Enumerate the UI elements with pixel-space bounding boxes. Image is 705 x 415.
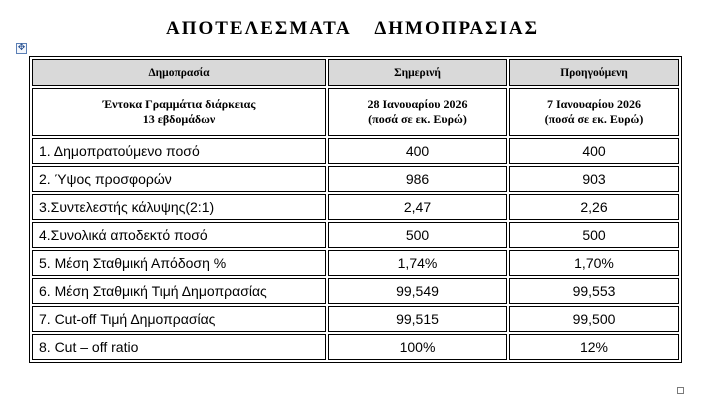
header-previous: Προηγούμενη — [509, 59, 679, 86]
row-label: 1. Δημοπρατούμενο ποσό — [32, 138, 326, 164]
table-row — [32, 250, 679, 276]
table-row — [32, 222, 679, 248]
previous-date: 7 Ιανουαρίου 2026 — [546, 97, 642, 111]
row-current-value: 986 — [328, 166, 507, 192]
table-row — [32, 138, 679, 164]
row-label: 6. Μέση Σταθμική Τιμή Δημοπρασίας — [32, 278, 326, 304]
current-date: 28 Ιανουαρίου 2026 — [367, 97, 468, 111]
table-row — [32, 306, 679, 332]
row-current-value: 2,47 — [328, 194, 507, 220]
row-previous-value: 1,70% — [509, 250, 679, 276]
row-label: 3.Συντελεστής κάλυψης(2:1) — [32, 194, 326, 220]
row-current-value: 1,74% — [328, 250, 507, 276]
table-row — [32, 334, 679, 360]
header-auction: Δημοπρασία — [32, 59, 326, 86]
row-current-value: 99,549 — [328, 278, 507, 304]
instrument-name: Έντοκα Γραμμάτια διάρκειας — [102, 97, 256, 111]
row-label: 2. Ύψος προσφορών — [32, 166, 326, 192]
instrument-duration: 13 εβδομάδων — [142, 112, 216, 126]
table-resize-handle[interactable] — [677, 387, 684, 394]
row-previous-value: 99,500 — [509, 306, 679, 332]
row-label: 4.Συνολικά αποδεκτό ποσό — [32, 222, 326, 248]
row-previous-value: 400 — [509, 138, 679, 164]
row-previous-value: 2,26 — [509, 194, 679, 220]
row-label: 5. Μέση Σταθμική Απόδοση % — [32, 250, 326, 276]
table-subheader-row — [32, 88, 679, 136]
table-row — [32, 166, 679, 192]
subheader-instrument — [32, 88, 326, 136]
previous-units: (ποσά σε εκ. Ευρώ) — [544, 112, 644, 126]
row-previous-value: 99,553 — [509, 278, 679, 304]
auction-results-table — [29, 56, 682, 363]
subheader-previous-date — [509, 88, 679, 136]
row-current-value: 99,515 — [328, 306, 507, 332]
current-units: (ποσά σε εκ. Ευρώ) — [368, 112, 467, 126]
table-row — [32, 278, 679, 304]
row-current-value: 400 — [328, 138, 507, 164]
row-previous-value: 903 — [509, 166, 679, 192]
row-previous-value: 500 — [509, 222, 679, 248]
row-previous-value: 12% — [509, 334, 679, 360]
table-row — [32, 194, 679, 220]
table-header-row — [32, 59, 679, 86]
table-move-handle-icon[interactable]: ✥ — [17, 43, 26, 53]
header-current: Σημερινή — [328, 59, 507, 86]
row-label: 7. Cut-off Τιμή Δημοπρασίας — [32, 306, 326, 332]
document-title: ΑΠΟΤΕΛΕΣΜΑΤΑ ΔΗΜΟΠΡΑΣΙΑΣ — [165, 18, 540, 39]
row-current-value: 500 — [328, 222, 507, 248]
row-current-value: 100% — [328, 334, 507, 360]
subheader-current-date — [328, 88, 507, 136]
row-label: 8. Cut – off ratio — [32, 334, 326, 360]
